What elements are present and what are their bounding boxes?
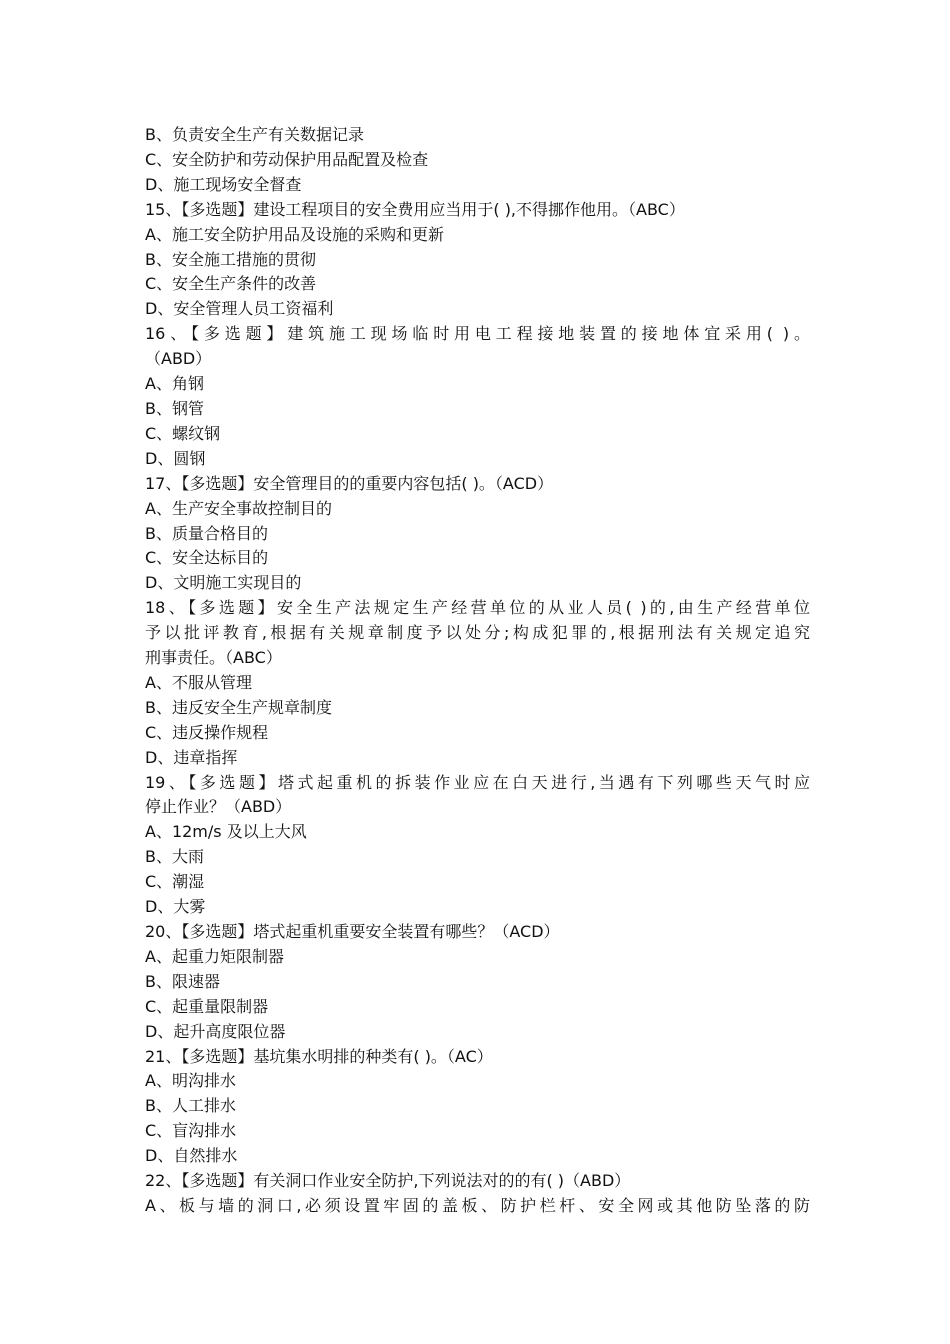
text-line: 刑事责任。（ABC）	[145, 648, 282, 668]
text-line: A、不服从管理	[145, 672, 252, 692]
text-line: C、螺纹钢	[145, 423, 221, 443]
text-line: B、负责安全生产有关数据记录	[145, 125, 364, 144]
text-line: D、起升高度限位器	[145, 1021, 286, 1041]
text-line: （ABD）	[145, 349, 212, 369]
text-line: A、明沟排水	[145, 1071, 236, 1091]
text-line: D、自然排水	[145, 1146, 238, 1166]
question-17: 17、【多选题】安全管理目的的重要内容包括( )。（ACD）	[145, 473, 554, 493]
text-line: C、盲沟排水	[145, 1121, 237, 1141]
question-21: 21、【多选题】基坑集水明排的种类有( )。（AC）	[145, 1046, 493, 1066]
text-line: A、施工安全防护用品及设施的采购和更新	[145, 224, 444, 244]
question-22: 22、【多选题】有关洞口作业安全防护,下列说法对的的有( )（ABD）	[145, 1171, 631, 1191]
text-line: C、安全达标目的	[145, 548, 269, 568]
text-line: D、文明施工实现目的	[145, 573, 302, 593]
text-line: B、限速器	[145, 971, 220, 991]
text-line: C、潮湿	[145, 872, 205, 892]
text-line: C、安全生产条件的改善	[145, 274, 317, 294]
text-line: 予以批评教育,根据有关规章制度予以处分;构成犯罪的,根据刑法有关规定追究	[145, 623, 810, 643]
text-line: D、违章指挥	[145, 747, 238, 767]
text-line: A、生产安全事故控制目的	[145, 498, 332, 518]
text-line: A、板与墙的洞口,必须设置牢固的盖板、防护栏杆、安全网或其他防坠落的防	[145, 1195, 810, 1215]
text-line: D、安全管理人员工资福利	[145, 299, 334, 319]
text-line: A、起重力矩限制器	[145, 946, 284, 966]
question-19: 19、【多选题】塔式起重机的拆装作业应在白天进行,当遇有下列哪些天气时应	[145, 772, 810, 792]
question-15: 15、【多选题】建设工程项目的安全费用应当用于( ),不得挪作他用。（ABC）	[145, 199, 685, 219]
document-page	[145, 123, 810, 1219]
text-line: C、安全防护和劳动保护用品配置及检查	[145, 149, 429, 169]
question-20: 20、【多选题】塔式起重机重要安全装置有哪些？（ACD）	[145, 922, 560, 941]
text-line: A、角钢	[145, 374, 204, 394]
question-18: 18、【多选题】安全生产法规定生产经营单位的从业人员( )的,由生产经营单位	[145, 598, 810, 618]
text-line: B、违反安全生产规章制度	[145, 697, 332, 717]
text-line: D、圆钢	[145, 448, 206, 468]
text-line: C、起重量限制器	[145, 996, 269, 1016]
question-16: 16、【多选题】建筑施工现场临时用电工程接地装置的接地体宜采用( )。	[145, 324, 810, 344]
text-line: C、违反操作规程	[145, 722, 269, 742]
text-line: A、12m/s 及以上大风	[145, 822, 307, 842]
text-line: B、人工排水	[145, 1096, 236, 1116]
text-line: B、大雨	[145, 847, 204, 867]
text-line: B、钢管	[145, 398, 204, 418]
text-line: 停止作业？（ABD）	[145, 797, 292, 817]
text-line: B、安全施工措施的贯彻	[145, 249, 316, 269]
text-line: D、大雾	[145, 897, 206, 917]
text-line: D、施工现场安全督查	[145, 174, 302, 194]
text-line: B、质量合格目的	[145, 523, 268, 543]
